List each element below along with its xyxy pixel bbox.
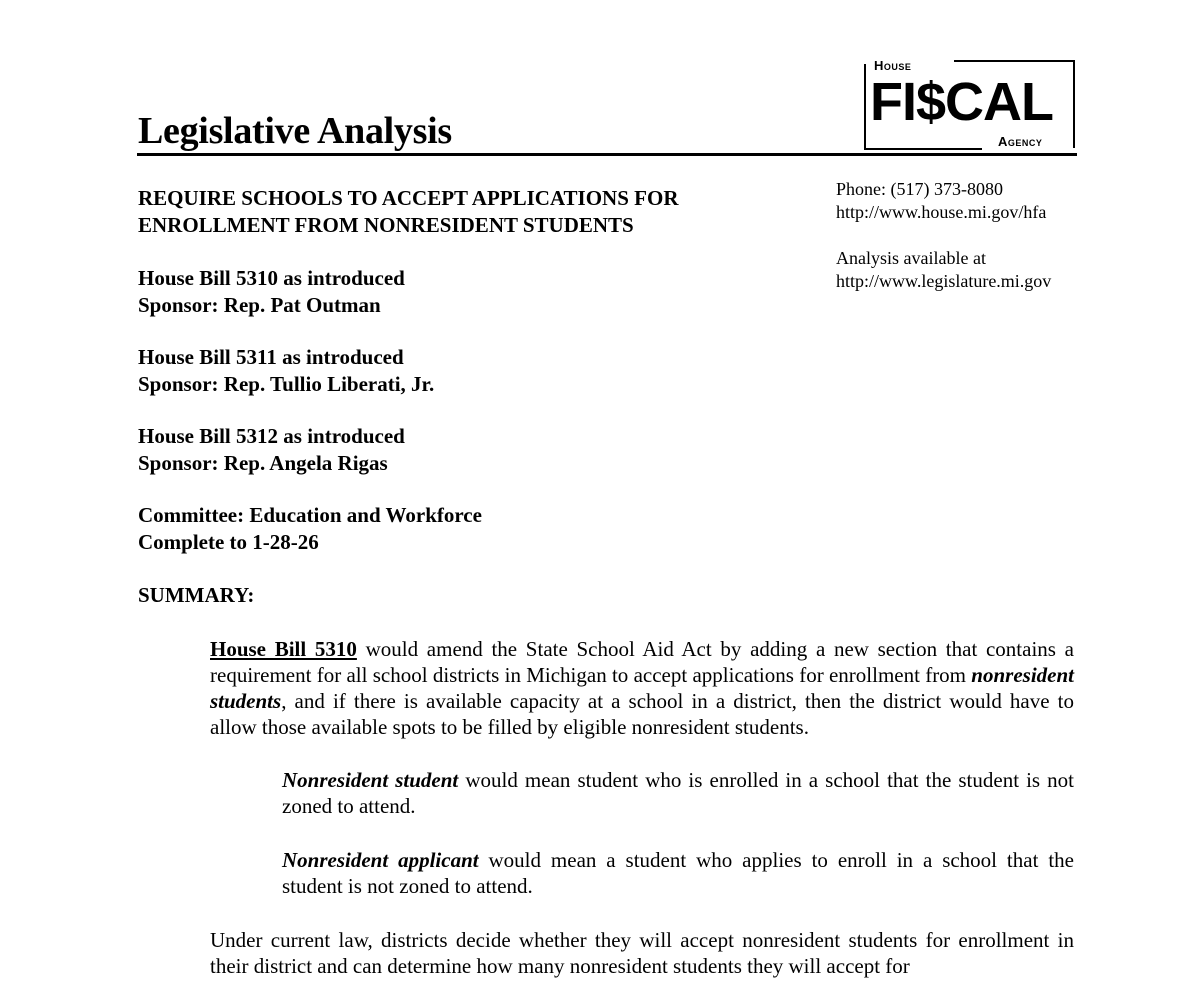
bill-subject [138,185,678,239]
bill-number: House Bill 5311 as introduced [138,345,404,369]
bill-sponsor: Sponsor: Rep. Angela Rigas [138,451,388,475]
bill-list [138,265,482,581]
definition-text: would mean a student who applies to enroll in a school that the student is not zoned to attend. [282,848,1074,898]
current-law-paragraph: Under current law, districts decide whether they will accept nonresident students for enrollment in their district and can determine how many nonresident students they will accept for [210,928,1074,978]
defined-term: Nonresident applicant [282,848,479,872]
logo-frame [864,148,982,150]
logo-frame [954,60,1074,62]
summary-heading: SUMMARY: [138,583,255,607]
committee-block [138,502,482,556]
defined-term: nonresident students [210,663,1074,713]
title-divider [137,153,1077,156]
logo-house-text: House [874,58,912,73]
definition-paragraph [282,767,1074,819]
defined-term: Nonresident student [282,768,459,792]
phone-number: Phone: (517) 373-8080 [836,179,1003,199]
logo-frame [864,64,866,150]
logo-frame [1073,60,1075,148]
paragraph-text: would amend the State School Aid Act by adding a new section that contains a requirement for all school districts in Michigan to accept applications for enrollment from [210,637,1074,687]
bill-entry [138,265,482,319]
bill-number: House Bill 5312 as introduced [138,424,405,448]
bill-reference: House Bill 5310 [210,637,357,661]
bill-number: House Bill 5310 as introduced [138,266,405,290]
subject-line: ENROLLMENT FROM NONRESIDENT STUDENTS [138,213,634,237]
definition-text: would mean student who is enrolled in a school that the student is not zoned to attend. [282,768,1075,818]
subject-line: REQUIRE SCHOOLS TO ACCEPT APPLICATIONS FOR [138,186,679,210]
logo-agency-text: Agency [998,134,1043,149]
contact-info [836,178,1051,293]
legislature-link[interactable]: http://www.legislature.mi.gov [836,271,1052,291]
summary-paragraph [210,636,1074,740]
bill-entry [138,344,482,398]
page-title: Legislative Analysis [138,110,452,152]
complete-date: Complete to 1-28-26 [138,530,319,554]
paragraph-text: , and if there is available capacity at a school in a district, then the district would have to allow those available spots to be filled by eligible nonresident students. [210,689,1074,739]
hfa-link[interactable]: http://www.house.mi.gov/hfa [836,202,1047,222]
analysis-label: Analysis available at [836,248,986,268]
bill-sponsor: Sponsor: Rep. Pat Outman [138,293,381,317]
house-fiscal-agency-logo [864,58,1076,150]
definition-paragraph [282,847,1074,899]
bill-sponsor: Sponsor: Rep. Tullio Liberati, Jr. [138,372,435,396]
bill-entry [138,423,482,477]
logo-fiscal-text: FI$CAL [870,72,1053,132]
committee: Committee: Education and Workforce [138,503,482,527]
